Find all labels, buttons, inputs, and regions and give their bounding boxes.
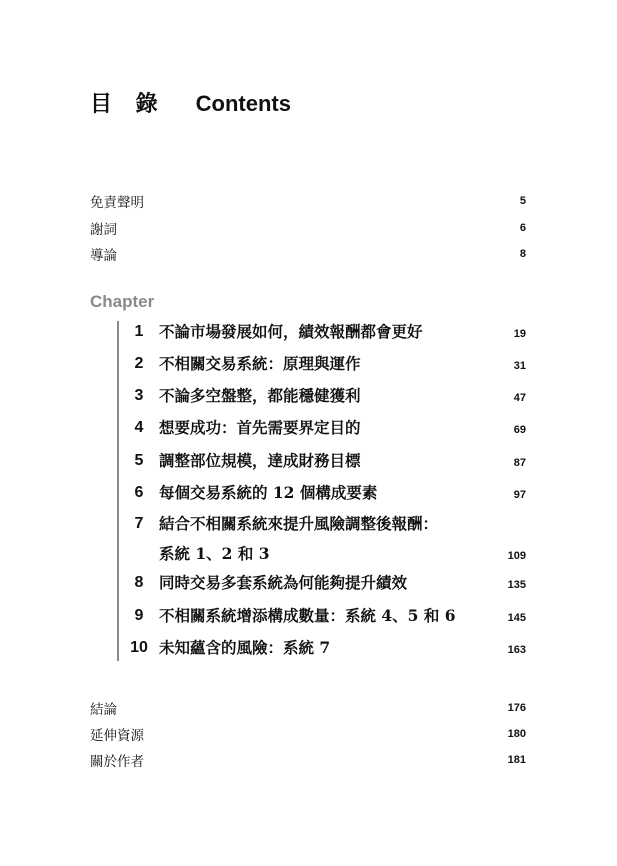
toc-entry-title: 延伸資源: [90, 728, 144, 744]
chapter-section-heading: Chapter: [90, 292, 155, 311]
chapter-divider-bar: [117, 321, 119, 661]
chapter-number: 4: [134, 419, 144, 436]
chapter-number: 2: [134, 355, 144, 372]
page-title: [90, 87, 291, 118]
chapter-entry-1[interactable]: [128, 321, 526, 343]
chapter-entry-10[interactable]: [128, 637, 526, 659]
chapter-title: 不論多空盤整，都能穩健獲利: [159, 386, 361, 405]
chapter-entry-6[interactable]: [128, 482, 526, 504]
chapter-title: 想要成功：首先需要界定目的: [159, 418, 361, 437]
chapter-entry-7[interactable]: [128, 513, 526, 565]
chapter-number: 9: [134, 607, 144, 624]
chapter-number: 7: [134, 515, 144, 532]
toc-entry-introduction[interactable]: [90, 244, 526, 264]
chapter-number: 1: [134, 323, 144, 340]
toc-entry-page: 180: [507, 728, 526, 740]
chapter-page: 47: [513, 392, 526, 404]
chapter-entry-5[interactable]: [128, 450, 526, 472]
toc-entry-title: 結論: [90, 702, 117, 718]
chapter-entry-8[interactable]: [128, 572, 526, 594]
toc-entry-title: 免責聲明: [90, 195, 144, 211]
chapter-entry-2[interactable]: [128, 353, 526, 375]
chapter-number: 3: [134, 387, 144, 404]
chapter-title: 每個交易系統的 12 個構成要素: [159, 483, 378, 502]
page-title-chinese: 目 錄: [90, 92, 166, 117]
chapter-title: 不相關交易系統：原理與運作: [159, 354, 361, 373]
chapter-title: 不相關系統增添構成數量：系統 4、5 和 6: [159, 606, 456, 625]
toc-entry-page: 8: [519, 248, 526, 260]
chapter-entry-4[interactable]: [128, 417, 526, 439]
chapter-number: 8: [134, 574, 144, 591]
chapter-page: 145: [507, 612, 526, 624]
toc-entry-acknowledgements[interactable]: [90, 218, 526, 238]
toc-entry-page: 181: [507, 754, 526, 766]
chapter-entry-9[interactable]: [128, 605, 526, 627]
chapter-title: 不論市場發展如何，績效報酬都會更好: [159, 322, 423, 341]
toc-entry-title: 關於作者: [90, 754, 144, 770]
chapter-page: 69: [513, 424, 526, 436]
chapter-entry-3[interactable]: [128, 385, 526, 407]
chapter-page: 163: [507, 644, 526, 656]
toc-entry-conclusion[interactable]: [90, 698, 526, 718]
chapter-page: 19: [513, 328, 526, 340]
chapter-page: 97: [513, 489, 526, 501]
chapter-title: 未知蘊含的風險：系統 7: [159, 638, 331, 657]
chapter-page: 109: [507, 550, 526, 562]
chapter-title: 調整部位規模，達成財務目標: [159, 451, 361, 470]
chapter-page: 135: [507, 579, 526, 591]
chapter-page: 31: [513, 360, 526, 372]
toc-entry-resources[interactable]: [90, 724, 526, 744]
chapter-page: 87: [513, 457, 526, 469]
toc-entry-title: 導論: [90, 248, 117, 264]
chapter-title: 結合不相關系統來提升風險調整後報酬：: [159, 514, 439, 533]
chapter-number: 5: [134, 452, 144, 469]
page-title-english: Contents: [195, 91, 291, 116]
chapter-number: 6: [134, 484, 144, 501]
toc-entry-page: 6: [519, 222, 526, 234]
toc-entry-page: 176: [507, 702, 526, 714]
chapter-number: 10: [130, 639, 148, 656]
toc-entry-about-author[interactable]: [90, 750, 526, 770]
toc-entry-page: 5: [519, 195, 526, 207]
chapter-title: 同時交易多套系統為何能夠提升績效: [159, 573, 408, 592]
chapter-title-line-2: 系統 1、2 和 3: [159, 544, 270, 563]
toc-entry-disclaimer[interactable]: [90, 191, 526, 211]
toc-entry-title: 謝詞: [90, 222, 117, 238]
